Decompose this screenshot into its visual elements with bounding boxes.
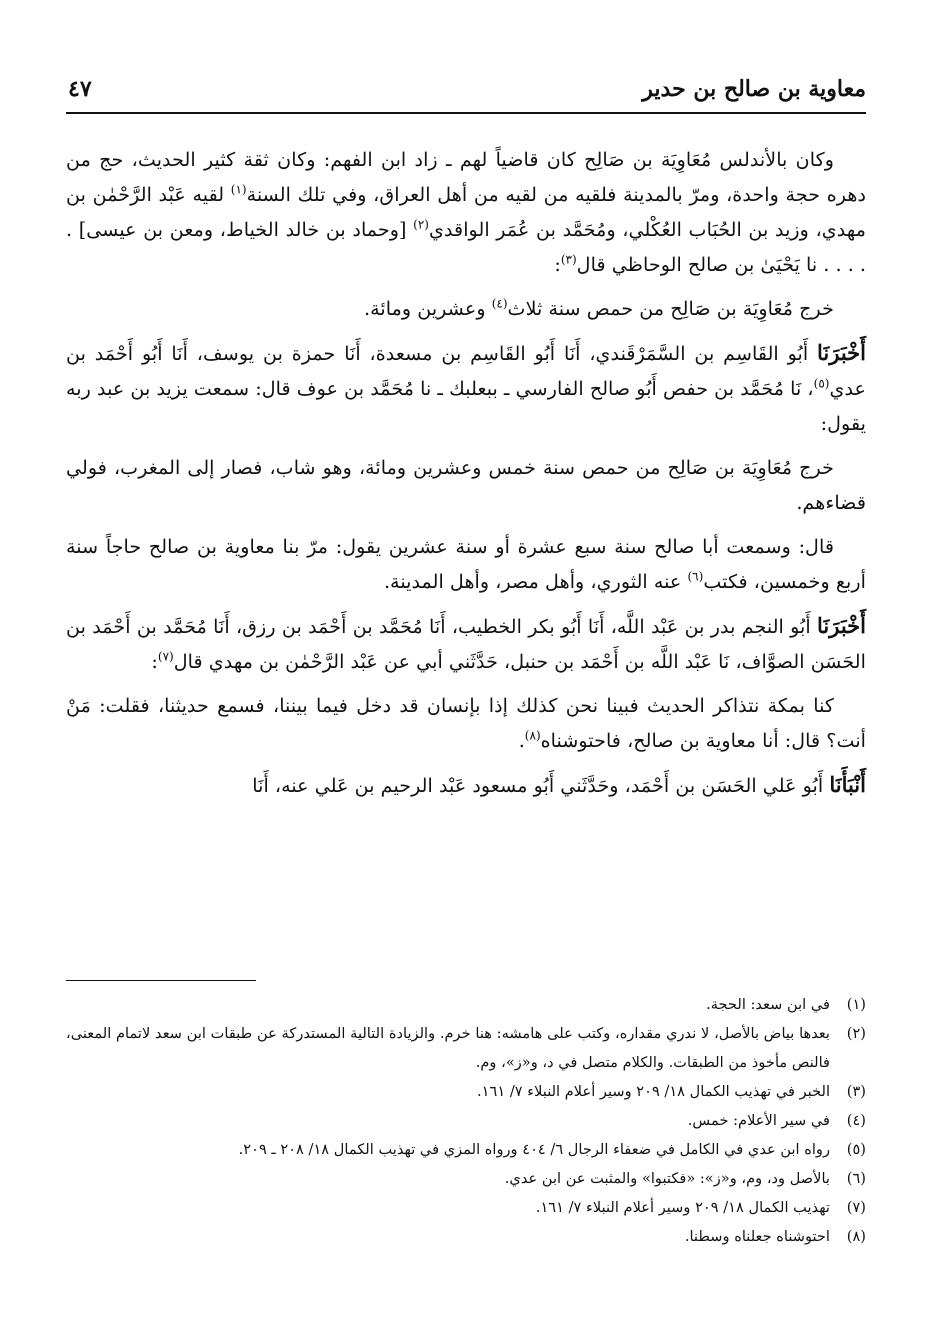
p3-text2: ، نَا مُحَمَّد بن حفص أَبُو صالح الفارسي ـ ببعلبك ـ نا مُحَمَّد بن عوف قال: سمعت يزيد بن عبد ربه يقول: xyxy=(66,377,866,435)
footnote-item xyxy=(66,990,866,1019)
paragraph-5 xyxy=(66,529,866,599)
isnad-keyword: أَنْبَأَنَا xyxy=(829,772,866,797)
page-number: ٤٧ xyxy=(68,76,92,102)
footnote-ref-3[interactable]: (٣) xyxy=(560,252,577,267)
p1-text3: [وحماد بن خالد الخياط، ومعن بن عيسى] . . . . . نا يَحْيَىٰ بن صالح الوحاظي قال xyxy=(66,218,866,276)
footnote-ref-2[interactable]: (٢) xyxy=(413,217,429,232)
isnad-keyword: أَخْبَرَنَا xyxy=(817,613,866,638)
footnote-number: (٨) xyxy=(846,1228,866,1245)
isnad-keyword: أَخْبَرَنَا xyxy=(817,340,866,365)
paragraph-3 xyxy=(66,335,866,441)
p1-text2: لقيه عَبْد الرَّحْمٰن بن مهدي، وزيد بن الحُبَاب العُكْلي، ومُحَمَّد بن عُمَر الواقدي xyxy=(66,183,866,241)
footnote-text: احتوشناه جعلناه وسطنا. xyxy=(684,1228,830,1245)
paragraph-6 xyxy=(66,608,866,679)
p2-text2: وعشرين ومائة. xyxy=(364,297,492,320)
footnote-ref-4[interactable]: (٤) xyxy=(491,296,508,311)
footnote-ref-6[interactable]: (٦) xyxy=(687,569,704,584)
p5-text2: عنه الثوري، وأهل مصر، وأهل المدينة. xyxy=(383,570,688,593)
footnote-item xyxy=(66,1019,866,1077)
paragraph-8 xyxy=(66,767,866,803)
footnote-text: في سير الأعلام: خمس. xyxy=(687,1112,830,1129)
footnotes xyxy=(66,990,866,1251)
footnote-item xyxy=(66,1164,866,1193)
p3-text: أَبُو القَاسِم بن السَّمَرْقَندي، أَنَا أَبُو القَاسِم بن مسعدة، أَنَا حمزة بن يوسف، أَنَا أَبُو أَحْمَد بن عدي xyxy=(66,342,866,400)
paragraph-2 xyxy=(66,291,866,326)
footnote-number: (٢) xyxy=(846,1025,866,1042)
main-text xyxy=(66,142,866,812)
p4-text: خرج مُعَاوِيَة بن صَالِح من حمص سنة خمس وعشرين ومائة، وهو شاب، فصار إلى المغرب، فولي قضاءهم. xyxy=(66,456,866,514)
footnote-number: (٣) xyxy=(846,1083,866,1100)
footnote-number: (٧) xyxy=(846,1199,866,1216)
p1-text4: : xyxy=(554,253,561,276)
footnote-ref-8[interactable]: (٨) xyxy=(524,728,541,743)
footnote-item xyxy=(66,1106,866,1135)
p7-text2: . xyxy=(518,729,525,752)
footnote-text: في ابن سعد: الحجة. xyxy=(706,996,830,1013)
footnote-text: بالأصل ود، وم، و«ز»: «فكتبوا» والمثبت عن ابن عدي. xyxy=(504,1170,830,1187)
p1-text: وكان بالأندلس مُعَاوِيَة بن صَالِح كان قاضياً لهم ـ زاد ابن الفهم: وكان ثقة كثير الحديث، حج من دهره حجة واحدة، ومرّ بالمدينة فلقيه من لقيه من أهل العراق، وفي تلك السنة xyxy=(66,148,866,206)
footnote-ref-7[interactable]: (٧) xyxy=(157,649,174,664)
footnote-ref-5[interactable]: (٥) xyxy=(813,376,830,391)
footnote-number: (٥) xyxy=(846,1141,866,1158)
footnote-item xyxy=(66,1193,866,1222)
footnote-item xyxy=(66,1135,866,1164)
paragraph-7 xyxy=(66,688,866,758)
p6-text2: : xyxy=(151,650,158,673)
footnote-text: تهذيب الكمال ١٨/ ٢٠٩ وسير أعلام النبلاء ٧/ ١٦١. xyxy=(535,1199,830,1216)
running-header xyxy=(66,72,866,106)
p2-text: خرج مُعَاوِيَة بن صَالِح من حمص سنة ثلاث xyxy=(507,297,834,320)
footnote-text: الخبر في تهذيب الكمال ١٨/ ٢٠٩ وسير أعلام النبلاء ٧/ ١٦١. xyxy=(477,1083,830,1100)
p8-text: أَبُو عَلي الحَسَن بن أَحْمَد، وحَدَّثَني أَبُو مسعود عَبْد الرحيم بن عَلي عنه، أَنَا xyxy=(252,774,830,797)
p5-text: قال: وسمعت أبا صالح سنة سبع عشرة أو سنة عشرين يقول: مرّ بنا معاوية بن صالح حاجاً سنة أربع وخمسين، فكتب xyxy=(66,535,866,593)
p7-text: كنا بمكة نتذاكر الحديث فبينا نحن كذلك إذا بإنسان قد دخل فيما بيننا، فسمع حديثنا، فقلت: مَنْ أنت؟ قال: أنا معاوية بن صالح، فاحتوشناه xyxy=(66,694,866,752)
footnote-item xyxy=(66,1222,866,1251)
footnote-text: رواه ابن عدي في الكامل في ضعفاء الرجال ٦/ ٤٠٤ ورواه المزي في تهذيب الكمال ١٨/ ٢٠٨ ـ ٢٠٩. xyxy=(238,1141,830,1158)
paragraph-4 xyxy=(66,450,866,520)
footnote-item xyxy=(66,1077,866,1106)
book-page xyxy=(66,0,866,1341)
running-title: معاوية بن صالح بن حدير xyxy=(642,76,866,102)
footnote-separator xyxy=(66,980,256,981)
footnote-number: (٤) xyxy=(846,1112,866,1129)
footnote-number: (٦) xyxy=(846,1170,866,1187)
paragraph-1 xyxy=(66,142,866,282)
header-rule xyxy=(66,112,866,114)
footnote-text: بعدها بياض بالأصل، لا ندري مقداره، وكتب على هامشه: هنا خرم. والزيادة التالية المستدركة عن طبقات ابن سعد لاتمام المعنى، فالنص مأخوذ من الطبقات. والكلام متصل في د، و«ز»، وم. xyxy=(66,1025,830,1071)
footnote-ref-1[interactable]: (١) xyxy=(230,182,247,197)
p6-text: أَبُو النجم بدر بن عَبْد اللَّه، أَنَا أَبُو بكر الخطيب، أَنَا مُحَمَّد بن أَحْمَد بن رزق، أَنَا مُحَمَّد بن أَحْمَد بن الحَسَن الصوَّاف، نَا عَبْد اللَّه بن أَحْمَد بن حنبل، حَدَّثَني أبي عن عَبْد الرَّحْمٰن بن مهدي قال xyxy=(66,615,866,673)
footnote-number: (١) xyxy=(846,996,866,1013)
